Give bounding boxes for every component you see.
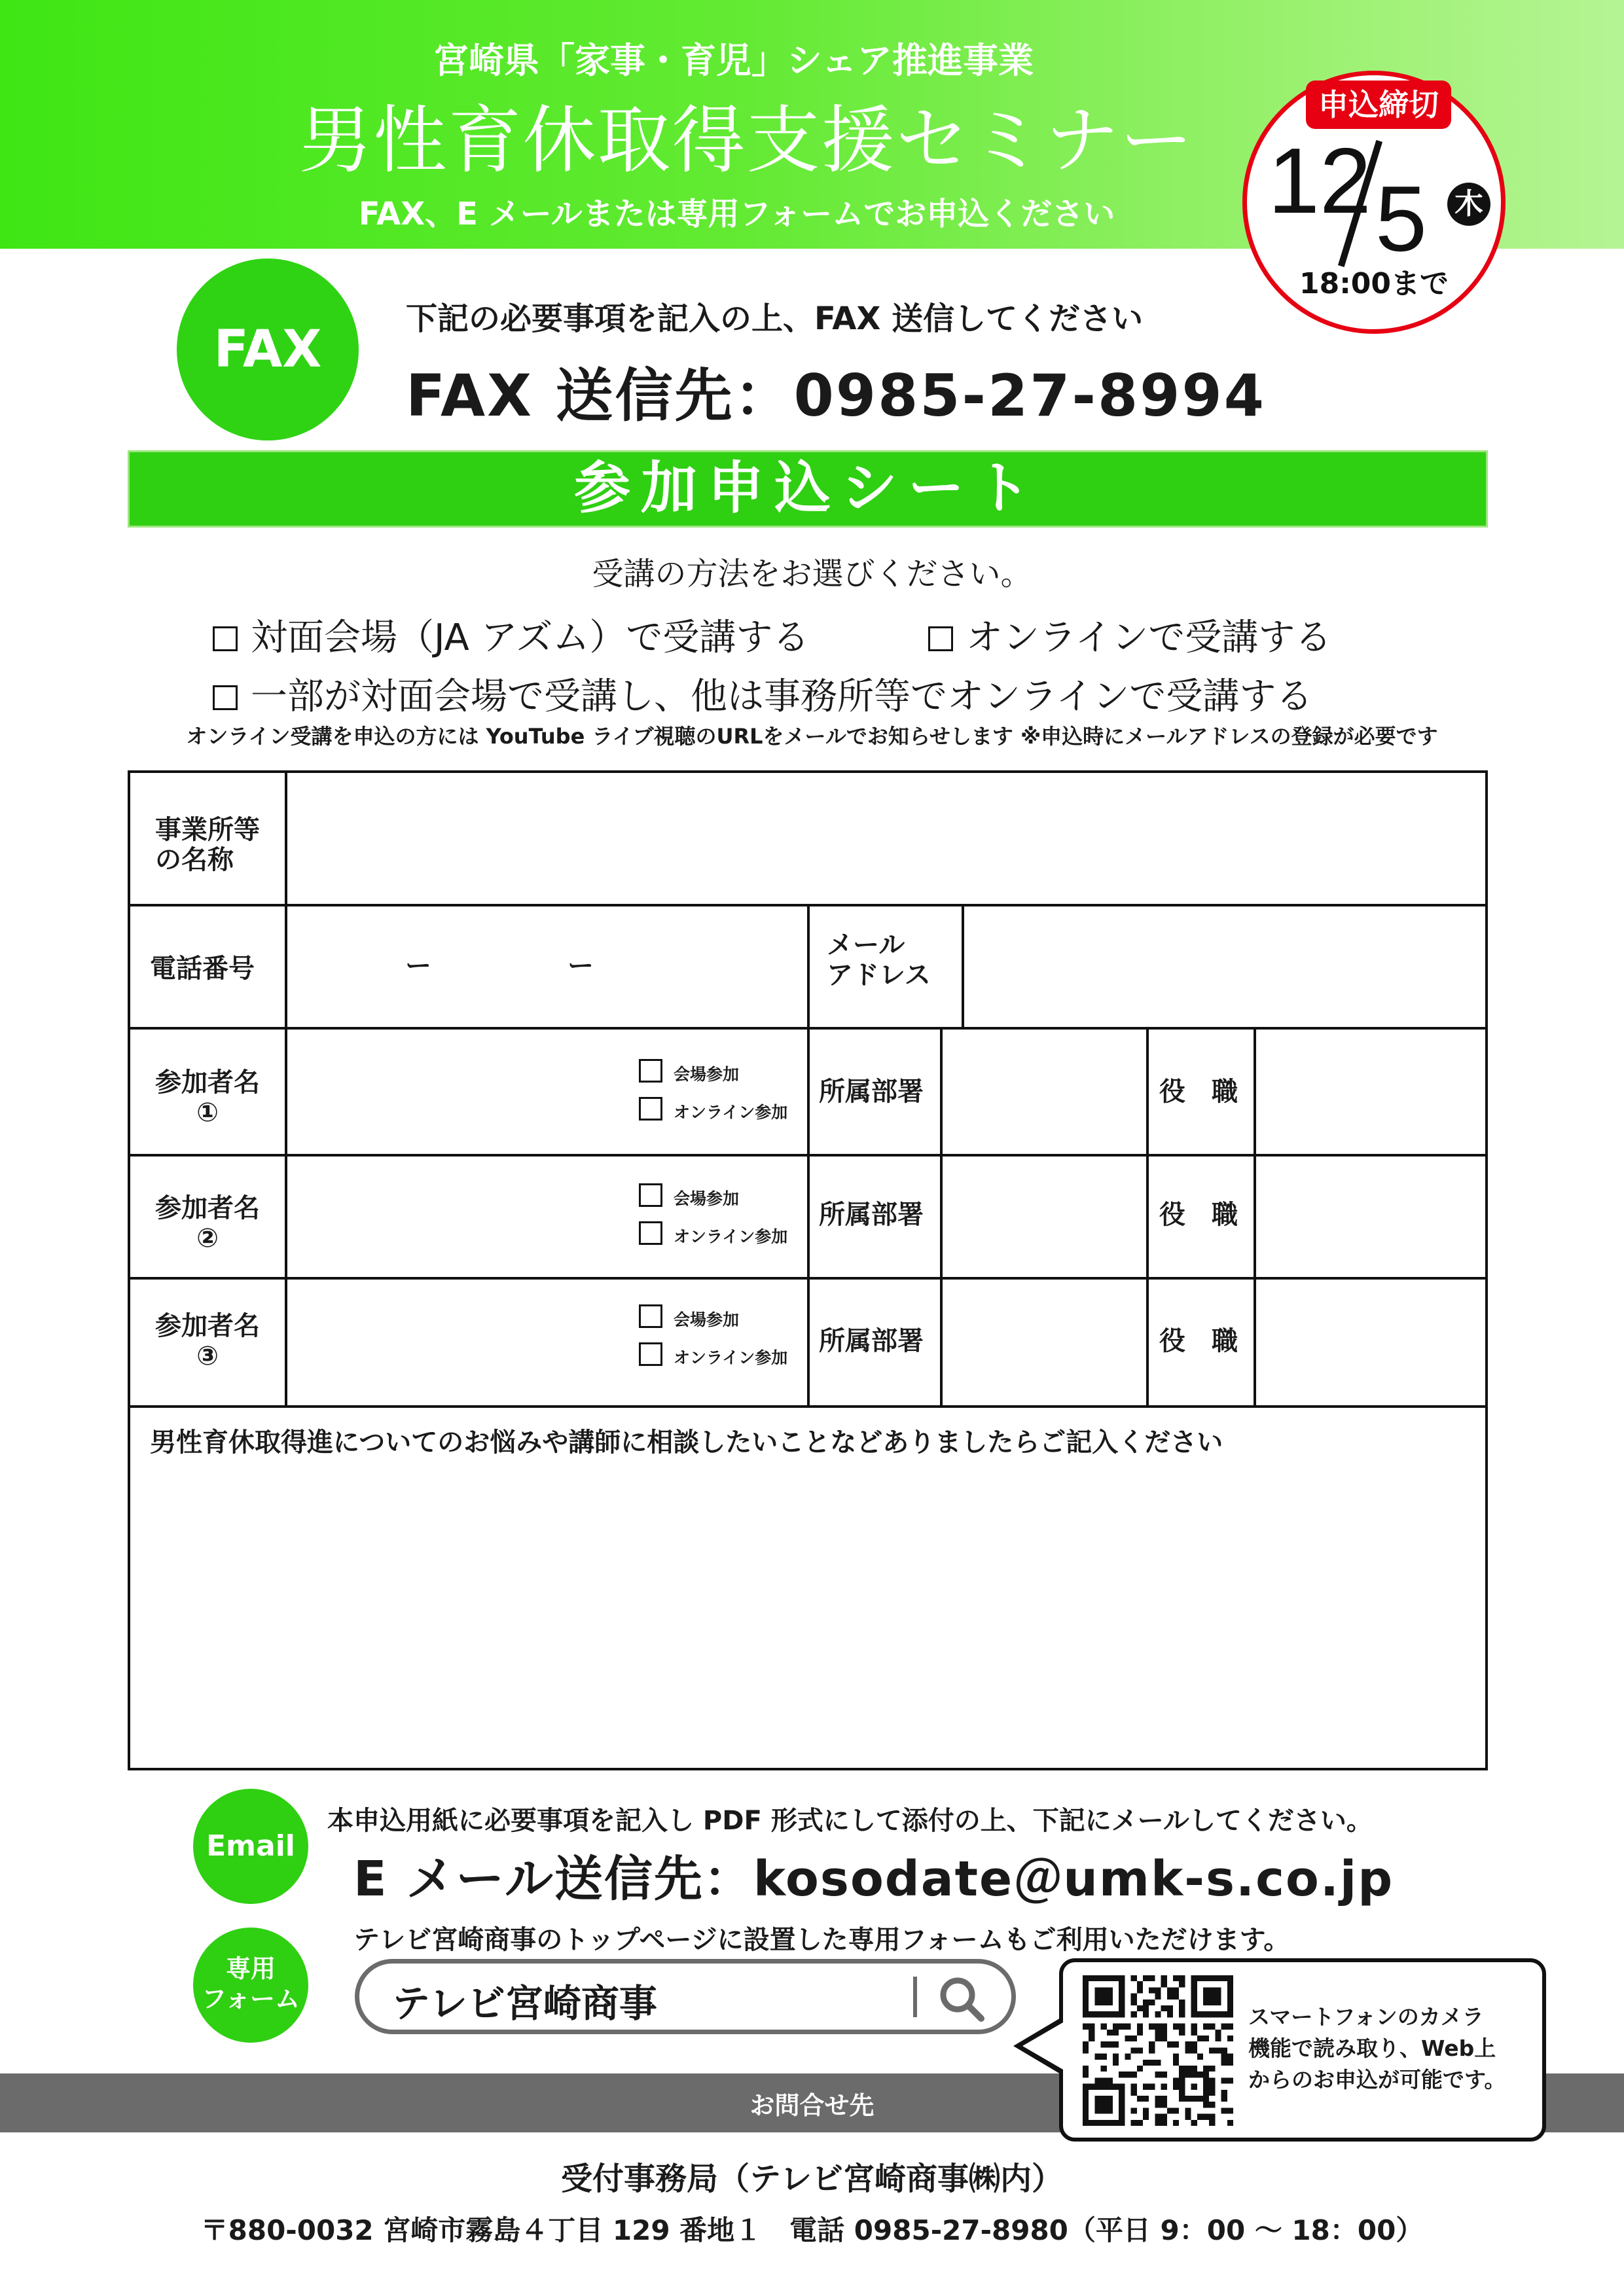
participant-1-venue-checkbox[interactable] [639,1059,662,1083]
participant-3-dept-field[interactable] [943,1280,1146,1405]
email-address[interactable]: E メール送信先：kosodate＠umk-s.co.jp [353,1851,1394,1907]
office-address: 〒880-0032 宮崎市霧島４丁目 129 番地１ 電話 0985-27-8980（平日 9：00 ～ 18：00） [200,2214,1424,2246]
participant-1-venue-label: 会場参加 [674,1065,740,1084]
participant-1-name-field[interactable] [287,1030,759,1154]
participant-1-position-field[interactable] [1256,1030,1483,1154]
participant-3-venue-label: 会場参加 [674,1310,740,1329]
participant-1-online-checkbox[interactable] [639,1097,662,1121]
option-online[interactable] [928,609,1331,661]
participant-2-position-label: 役 職 [1159,1200,1238,1230]
contact-label: お問合せ先 [749,2091,875,2120]
bubble-tail-inner [1022,2022,1063,2070]
consultation-label: 男性育休取得進についてのお悩みや講師に相談したいことなどありましたらご記入ください [150,1427,1223,1458]
participant-3-online-checkbox[interactable] [639,1342,662,1366]
option-in-person[interactable] [213,609,809,661]
participant-3-dept-label: 所属部署 [819,1326,924,1356]
search-box[interactable] [355,1959,1016,2034]
phone-label: 電話番号 [150,954,255,984]
application-methods: FAX、E メールまたは専用フォームでお申込ください [358,196,1115,232]
row-divider [130,1405,1485,1408]
email-instruction: 本申込用紙に必要事項を記入し PDF 形式にして添付の上、下記にメールしてください。 [327,1806,1373,1836]
participant-2-online-checkbox[interactable] [639,1221,662,1245]
participant-2-venue-checkbox[interactable] [639,1183,662,1207]
option-online-checkbox[interactable] [928,626,953,651]
search-text: テレビ宮崎商事 [392,1981,657,2026]
participant-2-online-label: オンライン参加 [674,1227,788,1246]
phone-field[interactable] [287,906,807,1027]
email-label: メール アドレス [827,930,931,990]
office-name: 受付事務局（テレビ宮崎商事㈱内） [560,2161,1064,2197]
email-circle-label: Email [193,1789,308,1904]
participant-1-position-label: 役 職 [1159,1077,1238,1107]
participant-3-online-label: オンライン参加 [674,1348,788,1367]
online-note: オンライン受講を申込の方には YouTube ライブ視聴のURLをメールでお知らせします ※申込時にメールアドレスの登録が必要です [186,724,1438,749]
participant-3-position-field[interactable] [1256,1280,1483,1405]
participant-2-venue-label: 会場参加 [674,1189,740,1208]
header-subtitle: 宮崎県「家事・育児」シェア推進事業 [433,40,1034,81]
participant-1-label: 参加者名 ① [155,1067,260,1128]
participant-3-label: 参加者名 ③ [155,1311,260,1371]
participant-1-dept-label: 所属部署 [819,1077,924,1107]
seminar-title: 男性育休取得支援セミナー [298,98,1195,183]
option-hybrid-checkbox[interactable] [213,685,238,710]
company-label: 事業所等 の名称 [155,815,260,875]
search-icon[interactable] [935,1973,988,2025]
column-divider [1146,1027,1149,1405]
fax-instruction: 下記の必要事項を記入の上、FAX 送信してください [406,300,1144,337]
consultation-field[interactable] [130,1473,1485,1768]
qr-bubble [1059,1958,1546,2142]
participant-3-position-label: 役 職 [1159,1326,1238,1356]
participant-2-label: 参加者名 ② [155,1193,260,1253]
participant-1-dept-field[interactable] [943,1030,1146,1154]
deadline-circle [1242,71,1506,334]
participant-3-venue-checkbox[interactable] [639,1304,662,1328]
qr-code[interactable] [1083,1975,1233,2126]
web-form-circle-label: 専用 フォーム [193,1928,308,2043]
deadline-time: 18:00まで [1299,267,1449,300]
deadline-day: 5 [1375,167,1427,271]
deadline-badge: 申込締切 [1306,81,1451,129]
email-field[interactable] [964,906,1483,1027]
option-hybrid[interactable] [213,668,1312,720]
participant-2-name-field[interactable] [287,1157,759,1277]
participant-3-name-field[interactable] [287,1280,759,1405]
application-form [128,770,1488,1770]
web-form-instruction: テレビ宮崎商事のトップページに設置した専用フォームもご利用いただけます。 [353,1925,1290,1955]
qr-description: スマートフォンのカメラ 機能で読み取り、Web上 からのお申込が可能です。 [1248,2004,1506,2092]
participant-2-dept-field[interactable] [943,1157,1146,1277]
option-in-person-checkbox[interactable] [213,626,238,651]
phone-separator: ー [568,951,594,981]
option-online-label: オンラインで受講する [966,617,1332,659]
participant-2-dept-label: 所属部署 [819,1200,924,1230]
sheet-title: 参加申込シート [128,450,1488,528]
participant-1-online-label: オンライン参加 [674,1103,788,1122]
phone-separator: ー [405,951,431,981]
search-separator [913,1977,917,2017]
option-hybrid-label: 一部が対面会場で受講し、他は事務所等でオンラインで受講する [251,675,1313,718]
fax-number: FAX 送信先：0985-27-8994 [406,362,1266,429]
select-prompt: 受講の方法をお選びください。 [592,556,1032,592]
deadline-weekday: 木 [1447,183,1490,226]
option-in-person-label: 対面会場（JA アズム）で受講する [251,617,810,659]
fax-circle-label: FAX [177,259,359,440]
deadline-month: 12 [1268,129,1371,233]
column-divider [807,904,810,1405]
company-name-field[interactable] [287,773,1483,904]
participant-2-position-field[interactable] [1256,1157,1483,1277]
